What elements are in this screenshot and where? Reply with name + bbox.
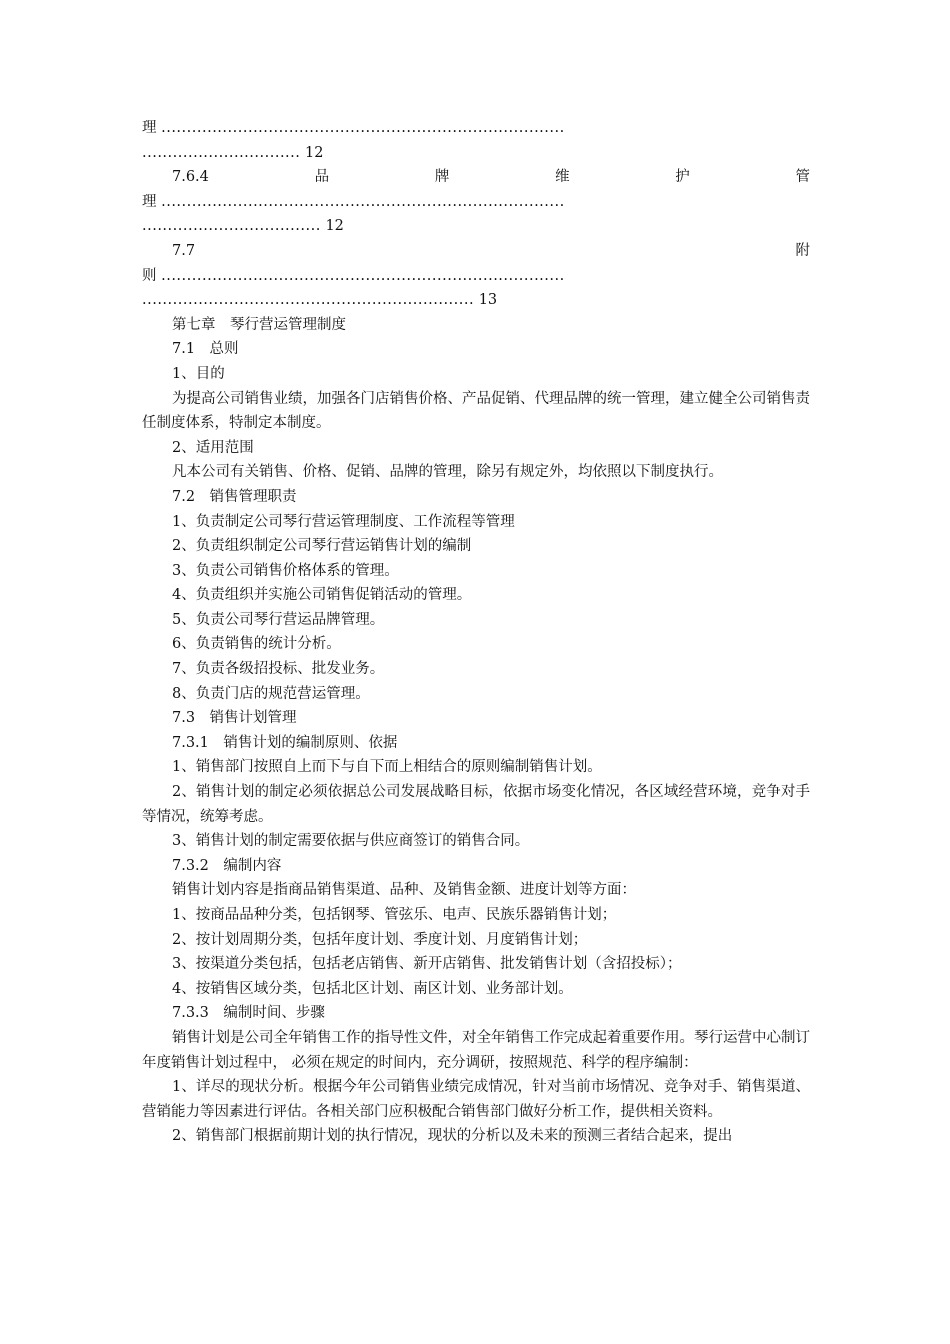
paragraph: 销售计划内容是指商品销售渠道、品种、及销售金额、进度计划等方面： (172, 882, 636, 899)
section-heading: 7.2 销售管理职责 (172, 488, 297, 505)
toc-page-number: 12 (325, 218, 344, 235)
list-item: 3、按渠道分类包括，包括老店销售、新开店销售、批发销售计划（含招投标）； (172, 956, 682, 973)
toc-entry-line: 理 ............................................................................... (142, 120, 565, 136)
toc-page-number: 13 (478, 292, 498, 309)
chapter-title: 第七章 琴行营运管理制度 (172, 316, 346, 333)
subsection-heading: 7.3.3 编制时间、步骤 (172, 1005, 325, 1022)
list-item: 6、负责销售的统计分析。 (172, 636, 341, 653)
list-item: 3、负责公司销售价格体系的管理。 (172, 562, 399, 579)
paragraph: 1、详尽的现状分析。根据今年公司销售业绩完成情况，针对当前市场情况、竞争对手、销售渠道、营销能力等因素进行评估。各相关部门应积极配合销售部门做好分析工作，提供相关资料。 (142, 1079, 810, 1120)
list-item: 2、按计划周期分类，包括年度计划、季度计划、月度销售计划； (172, 931, 588, 948)
paragraph: 3、销售计划的制定需要依据与供应商签订的销售合同。 (172, 833, 530, 850)
toc-entry-heading: 7.6.4 品 牌 维 护 管 (172, 169, 810, 186)
list-item: 7、负责各级招投标、批发业务。 (172, 661, 385, 678)
paragraph: 凡本公司有关销售、价格、促销、品牌的管理，除另有规定外，均依照以下制度执行。 (172, 464, 723, 481)
document-page (142, 116, 810, 1149)
subsection-heading: 7.3.2 编制内容 (172, 857, 282, 874)
toc-entry-line: ................................................................. 13 (142, 292, 498, 309)
list-item: 4、按销售区域分类，包括北区计划、南区计划、业务部计划。 (172, 980, 573, 997)
item-heading: 1、目的 (172, 365, 225, 382)
list-item: 8、负责门店的规范营运管理。 (172, 685, 370, 702)
list-item: 2、负责组织制定公司琴行营运销售计划的编制 (172, 538, 472, 555)
toc-entry-line: ............................... 12 (142, 144, 324, 161)
paragraph: 2、销售计划的制定必须依据总公司发展战略目标，依据市场变化情况，各区域经营环境，竞争对手等情况，统筹考虑。 (142, 784, 810, 825)
paragraph: 1、销售部门按照自上而下与自下而上相结合的原则编制销售计划。 (172, 759, 602, 776)
list-item: 1、按商品品种分类，包括钢琴、管弦乐、电声、民族乐器销售计划； (172, 907, 617, 923)
section-heading: 7.3 销售计划管理 (172, 710, 297, 727)
toc-entry-line: ................................... 12 (142, 218, 344, 235)
toc-page-number: 12 (305, 144, 324, 161)
toc-entry-line: 理 ............................................................................... (142, 193, 565, 210)
list-item: 4、负责组织并实施公司销售促销活动的管理。 (172, 587, 472, 604)
paragraph: 销售计划是公司全年销售工作的指导性文件，对全年销售工作完成起着重要作用。琴行运营中心制订年度销售计划过程中， 必须在规定的时间内，充分调研，按照规范、科学的程序编制： (142, 1029, 810, 1071)
paragraph: 为提高公司销售业绩，加强各门店销售价格、产品促销、代理品牌的统一管理，建立健全公司销售责任制度体系，特制定本制度。 (142, 390, 810, 432)
list-item: 1、负责制定公司琴行营运管理制度、工作流程等管理 (172, 513, 515, 530)
paragraph: 2、销售部门根据前期计划的执行情况，现状的分析以及未来的预测三者结合起来，提出 (172, 1128, 733, 1145)
toc-entry-heading: 7.7 附 (172, 242, 810, 259)
list-item: 5、负责公司琴行营运品牌管理。 (172, 611, 385, 628)
section-heading: 7.1 总则 (172, 341, 239, 358)
subsection-heading: 7.3.1 销售计划的编制原则、依据 (172, 734, 398, 751)
toc-entry-line: 则 ............................................................................... (142, 267, 565, 284)
item-heading: 2、适用范围 (172, 439, 254, 456)
